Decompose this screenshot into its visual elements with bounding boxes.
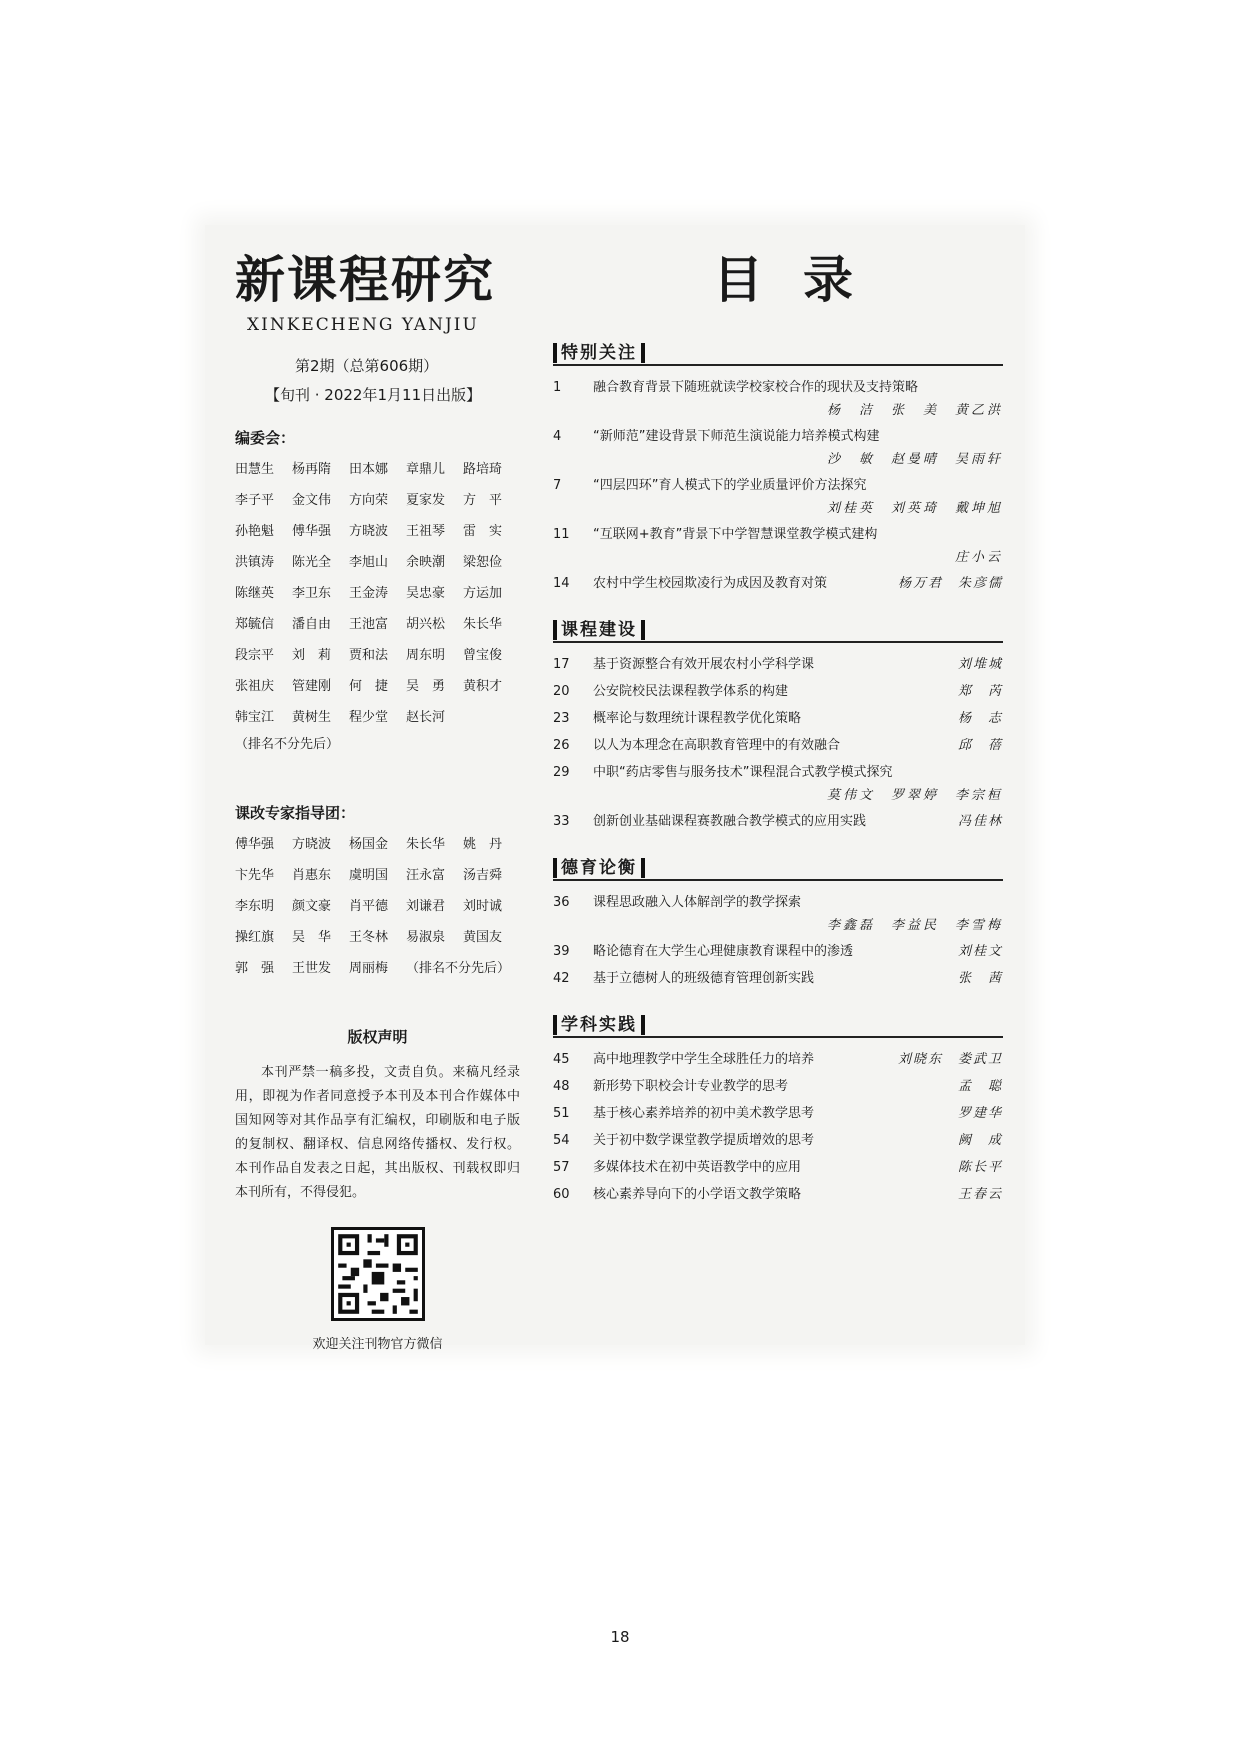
entry-title[interactable]: 概率论与数理统计课程教学优化策略 — [593, 711, 802, 726]
member-name: 何 捷 — [349, 679, 389, 694]
member-name: 易淑泉 — [406, 930, 446, 945]
entry-page-number: 11 — [553, 527, 570, 542]
member-name: 王祖琴 — [406, 524, 446, 539]
entry-authors: 杨万君 朱彦儒 — [897, 576, 1003, 591]
member-name: 方 平 — [463, 493, 503, 508]
entry-authors: 刘堆城 — [957, 657, 1003, 672]
entry-title[interactable]: 公安院校民法课程教学体系的构建 — [593, 684, 789, 699]
entry-authors: 莫伟文 罗翠婷 李宗桓 — [826, 788, 1003, 803]
member-name: 方向荣 — [349, 493, 389, 508]
entry-title[interactable]: 核心素养导向下的小学语文教学策略 — [593, 1187, 802, 1202]
entry-page-number: 57 — [553, 1160, 570, 1175]
entry-title[interactable]: 课程思政融入人体解剖学的教学探索 — [593, 895, 802, 910]
entry-page-number: 33 — [553, 814, 570, 829]
section-name: 学科实践 — [561, 1015, 637, 1035]
entry-title[interactable]: 多媒体技术在初中英语教学中的应用 — [593, 1160, 802, 1175]
entry-page-number: 48 — [553, 1079, 570, 1094]
entry-title[interactable]: 关于初中数学课堂教学提质增效的思考 — [593, 1133, 815, 1148]
entry-title[interactable]: 基于核心素养培养的初中美术教学思考 — [593, 1106, 815, 1121]
entry-title[interactable]: 基于立德树人的班级德育管理创新实践 — [593, 971, 815, 986]
member-name: 方运加 — [463, 586, 503, 601]
entry-title[interactable]: 农村中学生校园欺凌行为成因及教育对策 — [593, 576, 828, 591]
toc-entry[interactable] — [553, 732, 1003, 759]
section-bar-icon — [641, 858, 645, 878]
page-number: 18 — [610, 1628, 630, 1646]
copyright-title: 版权声明 — [347, 1028, 408, 1046]
entry-page-number: 23 — [553, 711, 570, 726]
member-name: 管建刚 — [292, 679, 332, 694]
toc-entry[interactable] — [553, 938, 1003, 965]
member-name: 朱长华 — [463, 617, 503, 632]
section-header — [553, 1010, 1003, 1038]
entry-authors: 刘桂英 刘英琦 戴坤旭 — [826, 501, 1003, 516]
entry-title[interactable]: 以人为本理念在高职教育管理中的有效融合 — [593, 738, 841, 753]
magazine-title: 新课程研究 — [235, 250, 495, 309]
toc-entry[interactable] — [553, 889, 1003, 938]
member-name: 田本娜 — [349, 462, 389, 477]
member-name: 傅华强 — [235, 837, 275, 852]
entry-authors: 刘晓东 娄武卫 — [897, 1052, 1003, 1067]
member-name: 梁恕俭 — [463, 555, 503, 570]
member-name: 肖惠东 — [292, 868, 332, 883]
section-bar-icon — [553, 620, 557, 640]
member-name: 傅华强 — [292, 524, 332, 539]
entry-page-number: 20 — [553, 684, 570, 699]
entry-authors: 李鑫磊 李益民 李雪梅 — [826, 918, 1003, 933]
entry-authors: 王春云 — [957, 1187, 1003, 1202]
entry-title[interactable]: 基于资源整合有效开展农村小学科学课 — [593, 657, 815, 672]
member-name: 朱长华 — [406, 837, 446, 852]
toc-entry[interactable] — [553, 759, 1003, 808]
table-of-contents — [553, 250, 1003, 1208]
experts-note: （排名不分先后） — [406, 961, 511, 976]
entry-page-number: 54 — [553, 1133, 570, 1148]
member-name: 路培琦 — [463, 462, 503, 477]
member-name: 李卫东 — [292, 586, 332, 601]
section-header — [553, 615, 1003, 643]
toc-entry[interactable] — [553, 570, 1003, 597]
toc-entry[interactable] — [553, 678, 1003, 705]
member-name: 吴忠豪 — [406, 586, 446, 601]
member-name: 黄国友 — [463, 930, 503, 945]
section-bar-icon — [553, 343, 557, 363]
entry-page-number: 51 — [553, 1106, 570, 1121]
entry-authors: 罗建华 — [957, 1106, 1003, 1121]
entry-authors: 冯佳林 — [957, 814, 1003, 829]
member-name: 陈继英 — [235, 586, 275, 601]
masthead-column — [235, 250, 520, 1352]
member-name: 李东明 — [235, 899, 275, 914]
entry-authors: 孟 聪 — [957, 1079, 1003, 1094]
toc-entry[interactable] — [553, 1100, 1003, 1127]
member-name: 章鼎儿 — [406, 462, 446, 477]
member-name: 肖平德 — [349, 899, 389, 914]
member-name: 卞先华 — [235, 868, 275, 883]
section-name: 德育论衡 — [561, 858, 637, 878]
entry-authors: 邱 蓓 — [957, 738, 1003, 753]
member-name: 王世发 — [292, 961, 332, 976]
member-name: 李子平 — [235, 493, 275, 508]
member-name: 李旭山 — [349, 555, 389, 570]
member-name: 余映潮 — [406, 555, 446, 570]
member-name: 王金涛 — [349, 586, 389, 601]
member-name: 段宗平 — [235, 648, 275, 663]
member-name: 虞明国 — [349, 868, 389, 883]
issue-number: 第2期（总第606期） — [295, 357, 439, 375]
member-name: 金文伟 — [292, 493, 332, 508]
toc-entry[interactable] — [553, 521, 1003, 570]
member-name: 孙艳魁 — [235, 524, 275, 539]
member-name: 潘自由 — [292, 617, 332, 632]
editorial-board-note: （排名不分先后） — [235, 737, 340, 752]
member-name: 夏家发 — [406, 493, 446, 508]
member-name: 周丽梅 — [349, 961, 389, 976]
entry-authors: 刘桂文 — [957, 944, 1003, 959]
member-name: 王池富 — [349, 617, 389, 632]
editorial-board-label: 编委会： — [235, 429, 296, 447]
member-name: 程少堂 — [349, 710, 389, 725]
entry-authors: 张 茜 — [957, 971, 1003, 986]
toc-entry[interactable] — [553, 965, 1003, 992]
member-name: 田慧生 — [235, 462, 275, 477]
entry-title[interactable]: 创新创业基础课程赛教融合教学模式的应用实践 — [593, 814, 867, 829]
toc-entry[interactable] — [553, 1046, 1003, 1073]
member-name: 刘时诚 — [463, 899, 503, 914]
toc-section — [553, 853, 1003, 992]
member-name: 郑毓信 — [235, 617, 275, 632]
member-name: 杨再隋 — [292, 462, 332, 477]
member-name: 颜文豪 — [292, 899, 332, 914]
member-name: 吴 勇 — [406, 679, 446, 694]
editorial-board-list — [235, 458, 520, 725]
toc-entry[interactable] — [553, 374, 1003, 423]
member-name: 雷 实 — [463, 524, 503, 539]
section-bar-icon — [553, 1015, 557, 1035]
toc-sections — [553, 338, 1003, 1208]
entry-title[interactable]: 高中地理教学中学生全球胜任力的培养 — [593, 1052, 815, 1067]
section-name: 特别关注 — [561, 343, 637, 363]
toc-section — [553, 615, 1003, 835]
toc-entry[interactable] — [553, 423, 1003, 472]
entry-page-number: 17 — [553, 657, 570, 672]
toc-entry[interactable] — [553, 1181, 1003, 1208]
experts-list — [235, 833, 520, 976]
member-name: 张祖庆 — [235, 679, 275, 694]
entry-title[interactable]: 略论德育在大学生心理健康教育课程中的渗透 — [593, 944, 854, 959]
entry-page-number: 26 — [553, 738, 570, 753]
toc-entry[interactable] — [553, 472, 1003, 521]
member-name: 曾宝俊 — [463, 648, 503, 663]
section-name: 课程建设 — [561, 620, 637, 640]
member-name: 黄树生 — [292, 710, 332, 725]
member-name: 陈光全 — [292, 555, 332, 570]
section-bar-icon — [641, 1015, 645, 1035]
entry-page-number: 36 — [553, 895, 570, 910]
entry-page-number: 29 — [553, 765, 570, 780]
section-bar-icon — [641, 343, 645, 363]
member-name: 方晓波 — [349, 524, 389, 539]
member-name: 王冬林 — [349, 930, 389, 945]
entry-title[interactable]: “新师范”建设背景下师范生演说能力培养模式构建 — [593, 429, 880, 444]
entry-page-number: 1 — [553, 380, 562, 395]
member-name: 操红旗 — [235, 930, 275, 945]
section-bar-icon — [553, 858, 557, 878]
toc-entry[interactable] — [553, 651, 1003, 678]
member-name: 郭 强 — [235, 961, 275, 976]
entry-authors: 杨 志 — [957, 711, 1003, 726]
member-name: 周东明 — [406, 648, 446, 663]
entry-page-number: 4 — [553, 429, 562, 444]
magazine-pinyin: XINKECHENG YANJIU — [247, 315, 479, 335]
member-name: 汪永富 — [406, 868, 446, 883]
entry-page-number: 14 — [553, 576, 570, 591]
member-name: 刘 莉 — [292, 648, 332, 663]
toc-entry[interactable] — [553, 705, 1003, 732]
member-name: 韩宝江 — [235, 710, 275, 725]
member-name: 黄积才 — [463, 679, 503, 694]
toc-entry[interactable] — [553, 808, 1003, 835]
entry-authors: 庄小云 — [954, 550, 1003, 565]
section-header — [553, 338, 1003, 366]
entry-title[interactable]: 融合教育背景下随班就读学校家校合作的现状及支持策略 — [593, 380, 919, 395]
entry-authors: 陈长平 — [957, 1160, 1003, 1175]
entry-authors: 阙 成 — [957, 1133, 1003, 1148]
toc-title: 目录 — [713, 250, 893, 309]
member-name: 刘谦君 — [406, 899, 446, 914]
entry-page-number: 42 — [553, 971, 570, 986]
entry-title[interactable]: “四层四环”育人模式下的学业质量评价方法探究 — [593, 478, 867, 493]
entry-title[interactable]: 中职“药店零售与服务技术”课程混合式教学模式探究 — [593, 765, 893, 780]
publication-date: 【旬刊 · 2022年1月11日出版】 — [265, 386, 482, 404]
toc-section — [553, 338, 1003, 597]
entry-title[interactable]: 新形势下职校会计专业教学的思考 — [593, 1079, 789, 1094]
member-name: 赵长河 — [406, 710, 446, 725]
member-name: 汤吉舜 — [463, 868, 503, 883]
toc-entry[interactable] — [553, 1073, 1003, 1100]
entry-authors: 郑 芮 — [957, 684, 1003, 699]
experts-label: 课改专家指导团： — [235, 804, 356, 822]
entry-title[interactable]: “互联网+教育”背景下中学智慧课堂教学模式建构 — [593, 527, 878, 542]
entry-page-number: 39 — [553, 944, 570, 959]
toc-entry[interactable] — [553, 1127, 1003, 1154]
member-name: 方晓波 — [292, 837, 332, 852]
member-name: 贾和法 — [349, 648, 389, 663]
entry-page-number: 60 — [553, 1187, 570, 1202]
entry-page-number: 7 — [553, 478, 562, 493]
member-name: 胡兴松 — [406, 617, 446, 632]
entry-page-number: 45 — [553, 1052, 570, 1067]
member-name: 姚 丹 — [463, 837, 503, 852]
qr-code-icon[interactable] — [331, 1227, 425, 1321]
member-name: 洪镇涛 — [235, 555, 275, 570]
member-name: 杨国金 — [349, 837, 389, 852]
toc-entry[interactable] — [553, 1154, 1003, 1181]
qr-caption: 欢迎关注刊物官方微信 — [312, 1337, 443, 1352]
toc-section — [553, 1010, 1003, 1208]
member-name: 吴 华 — [292, 930, 332, 945]
entry-authors: 沙 敏 赵曼晴 吴雨轩 — [826, 452, 1003, 467]
copyright-text: 本刊严禁一稿多投，文责自负。来稿凡经录用，即视为作者同意授予本刊及本刊合作媒体中国知网等对其作品享有汇编权，印刷版和电子版的复制权、翻译权、信息网络传播权、发行权。本刊作品自发表之日起，其出版权、刊载权即归本刊所有，不得侵犯。 — [235, 1065, 520, 1200]
section-header — [553, 853, 1003, 881]
entry-authors: 杨 洁 张 美 黄乙洪 — [826, 403, 1003, 418]
section-bar-icon — [641, 620, 645, 640]
